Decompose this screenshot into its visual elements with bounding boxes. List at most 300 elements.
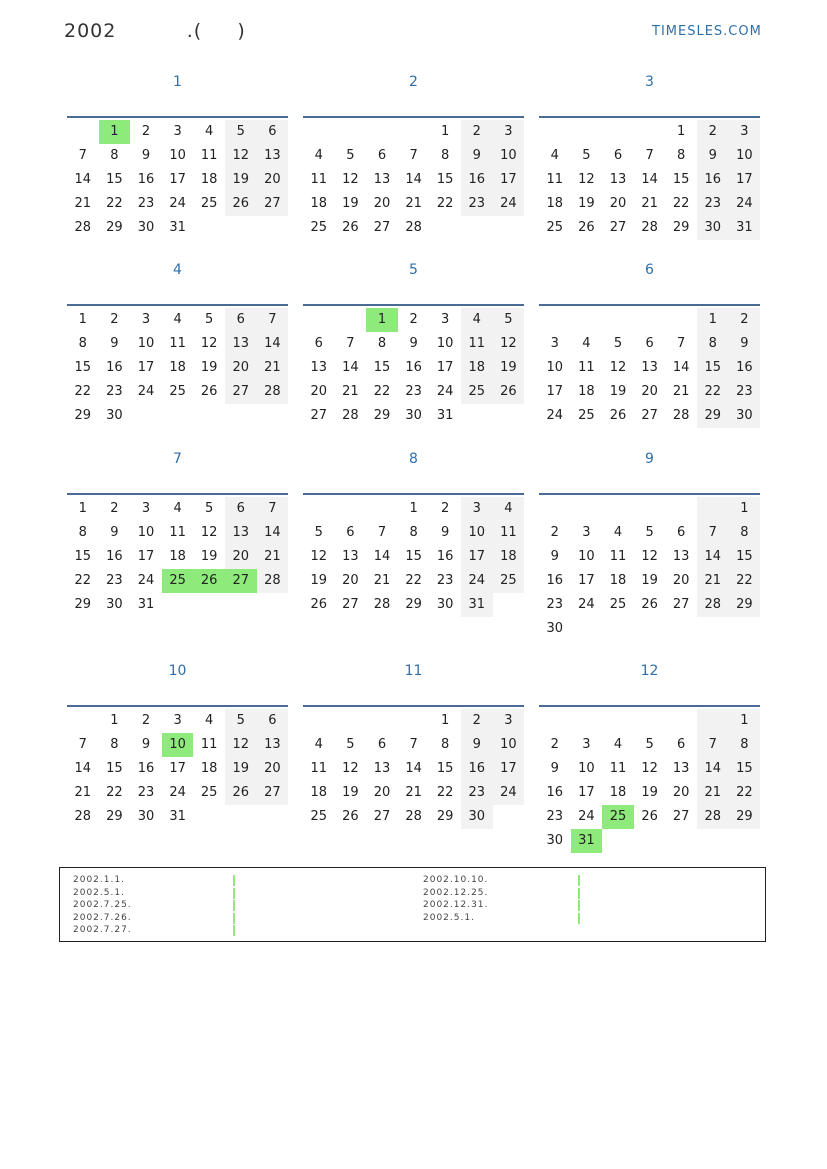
day-cell: 26 (225, 781, 257, 805)
day-cell: 8 (441, 148, 450, 163)
day-cell: 15 (74, 360, 92, 375)
day-cell: 26 (225, 192, 257, 216)
day-cell: 18 (578, 384, 595, 399)
day-cell: 28 (641, 220, 658, 235)
day-cell: 24 (169, 785, 186, 800)
day-cell: 3 (441, 312, 450, 327)
day-cell: 16 (729, 356, 761, 380)
day-cell: 8 (377, 336, 387, 351)
day-cell: 6 (377, 148, 387, 163)
day-cell: 6 (314, 336, 323, 351)
day-cell: 14 (697, 545, 729, 569)
day-cell: 11 (169, 336, 186, 351)
day-cell: 28 (74, 809, 92, 824)
day-cell: 6 (257, 709, 289, 733)
weekend-cell (697, 709, 729, 733)
day-cell: 29 (436, 809, 454, 824)
day-cell: 13 (641, 360, 658, 375)
day-cell: 11 (310, 172, 328, 187)
holiday-marker (233, 888, 235, 899)
day-cell: 18 (169, 549, 186, 564)
day-cell: 9 (550, 549, 559, 564)
day-cell: 7 (346, 336, 355, 351)
day-cell: 21 (405, 785, 422, 800)
day-cell: 27 (609, 220, 627, 235)
month-name: 6 (645, 262, 654, 278)
day-cell: 13 (225, 521, 257, 545)
day-cell: 20 (373, 785, 391, 800)
day-cell: 28 (74, 220, 92, 235)
day-cell: 5 (493, 308, 525, 332)
day-cell: 16 (106, 549, 123, 564)
day-cell: 22 (436, 785, 454, 800)
day-cell: 14 (672, 360, 690, 375)
day-cell: 20 (342, 573, 359, 588)
day-cell: 11 (493, 521, 525, 545)
day-cell: 22 (405, 573, 422, 588)
day-cell: 5 (205, 501, 214, 516)
day-cell: 22 (74, 573, 92, 588)
day-cell: 11 (200, 148, 218, 163)
day-cell: 23 (461, 192, 493, 216)
month-divider (539, 304, 760, 306)
day-cell: 27 (373, 809, 391, 824)
month-name: 9 (645, 451, 654, 467)
day-cell: 20 (641, 384, 658, 399)
day-cell: 1 (78, 501, 87, 516)
day-cell: 4 (493, 497, 525, 521)
day-cell: 19 (578, 196, 595, 211)
day-cell: 26 (193, 569, 225, 593)
day-cell: 13 (672, 549, 690, 564)
legend-date: 2002.7.25. (73, 900, 132, 910)
day-cell: 21 (373, 573, 391, 588)
day-cell: 10 (137, 525, 155, 540)
day-cell: 25 (200, 196, 218, 211)
legend-date: 2002.7.27. (73, 925, 132, 935)
day-cell: 31 (137, 597, 155, 612)
day-cell: 15 (106, 172, 123, 187)
day-cell: 4 (205, 713, 214, 728)
day-cell: 13 (257, 733, 289, 757)
day-cell: 28 (257, 569, 289, 593)
day-cell: 31 (436, 408, 454, 423)
day-cell: 23 (697, 192, 729, 216)
day-cell: 7 (677, 336, 686, 351)
day-cell: 18 (609, 785, 627, 800)
day-cell: 17 (169, 761, 186, 776)
day-cell: 14 (257, 521, 289, 545)
day-cell: 29 (729, 593, 761, 617)
day-cell: 24 (436, 384, 454, 399)
day-cell: 28 (257, 380, 289, 404)
day-cell: 14 (74, 172, 92, 187)
day-cell: 3 (461, 497, 493, 521)
day-cell: 19 (493, 356, 525, 380)
day-cell: 15 (672, 172, 690, 187)
day-cell: 23 (137, 785, 155, 800)
day-cell: 6 (346, 525, 355, 540)
day-cell: 20 (225, 545, 257, 569)
day-cell: 10 (546, 360, 564, 375)
day-cell: 20 (672, 785, 690, 800)
day-cell: 16 (461, 168, 493, 192)
day-cell: 17 (493, 168, 525, 192)
day-cell: 12 (578, 172, 595, 187)
day-cell: 20 (257, 168, 289, 192)
month-name: 3 (645, 74, 654, 90)
day-cell: 26 (609, 408, 627, 423)
day-cell: 30 (546, 621, 564, 636)
day-cell: 2 (409, 312, 418, 327)
day-cell: 8 (409, 525, 418, 540)
day-cell: 23 (461, 781, 493, 805)
day-cell: 22 (672, 196, 690, 211)
day-cell: 24 (493, 781, 525, 805)
day-cell: 3 (582, 525, 591, 540)
day-cell: 6 (677, 737, 686, 752)
day-cell: 15 (729, 757, 761, 781)
day-cell: 13 (225, 332, 257, 356)
day-cell: 15 (106, 761, 123, 776)
day-cell: 31 (461, 593, 493, 617)
day-cell: 30 (729, 404, 761, 428)
day-cell: 19 (609, 384, 627, 399)
month-name: 7 (173, 451, 182, 467)
day-cell: 7 (257, 497, 289, 521)
day-cell: 23 (546, 597, 564, 612)
day-cell: 1 (110, 713, 119, 728)
brand-link[interactable]: TIMESLES.COM (652, 24, 762, 39)
day-cell: 9 (550, 761, 559, 776)
legend-item (73, 887, 132, 900)
day-cell: 29 (373, 408, 391, 423)
day-cell: 9 (141, 737, 151, 752)
day-cell: 29 (106, 809, 123, 824)
day-cell: 24 (493, 192, 525, 216)
day-cell: 28 (672, 408, 690, 423)
day-cell: 10 (137, 336, 155, 351)
day-cell: 18 (310, 196, 328, 211)
day-cell: 31 (169, 220, 186, 235)
day-cell: 21 (257, 356, 289, 380)
day-cell: 24 (169, 196, 186, 211)
day-cell: 3 (550, 336, 559, 351)
day-cell: 13 (257, 144, 289, 168)
day-cell: 5 (314, 525, 323, 540)
day-cell: 7 (78, 148, 87, 163)
day-cell: 1 (99, 120, 131, 144)
day-cell: 9 (697, 144, 729, 168)
legend-item (73, 924, 132, 937)
day-cell: 10 (493, 733, 525, 757)
day-cell: 14 (405, 761, 422, 776)
day-cell: 18 (200, 761, 218, 776)
day-cell: 25 (546, 220, 564, 235)
day-cell: 26 (578, 220, 595, 235)
day-cell: 6 (225, 497, 257, 521)
day-cell: 13 (609, 172, 627, 187)
day-cell: 27 (672, 809, 690, 824)
day-cell: 24 (546, 408, 564, 423)
day-cell: 3 (173, 124, 182, 139)
legend-item (73, 899, 132, 912)
day-cell: 8 (441, 737, 450, 752)
day-cell: 11 (578, 360, 595, 375)
day-cell: 16 (137, 761, 155, 776)
day-cell: 6 (377, 737, 387, 752)
day-cell: 7 (377, 525, 387, 540)
day-cell: 1 (677, 124, 686, 139)
day-cell: 22 (106, 785, 123, 800)
day-cell: 14 (697, 757, 729, 781)
day-cell: 9 (110, 336, 119, 351)
day-cell: 1 (409, 501, 418, 516)
month-divider (303, 705, 524, 707)
legend-item (423, 899, 488, 912)
holiday-marker (578, 888, 580, 899)
day-cell: 5 (205, 312, 214, 327)
day-cell: 8 (110, 148, 119, 163)
day-cell: 2 (550, 525, 559, 540)
day-cell: 12 (342, 172, 359, 187)
day-cell: 10 (729, 144, 761, 168)
month-name: 4 (173, 262, 182, 278)
day-cell: 5 (613, 336, 623, 351)
month-divider (67, 705, 288, 707)
day-cell: 4 (205, 124, 214, 139)
legend-date: 2002.5.1. (73, 887, 125, 898)
day-cell: 18 (546, 196, 564, 211)
day-cell: 13 (672, 761, 690, 776)
day-cell: 1 (78, 312, 87, 327)
day-cell: 3 (493, 120, 525, 144)
day-cell: 19 (225, 168, 257, 192)
day-cell: 15 (436, 761, 454, 776)
day-cell: 31 (169, 809, 186, 824)
day-cell: 21 (257, 545, 289, 569)
day-cell: 12 (200, 336, 218, 351)
month-divider (539, 705, 760, 707)
day-cell: 19 (225, 757, 257, 781)
day-cell: 22 (729, 781, 761, 805)
day-cell: 23 (729, 380, 761, 404)
holiday-marker (233, 925, 235, 936)
day-cell: 15 (436, 172, 454, 187)
day-cell: 17 (546, 384, 564, 399)
day-cell: 6 (677, 525, 686, 540)
day-cell: 27 (641, 408, 658, 423)
day-cell: 6 (613, 148, 623, 163)
day-cell: 26 (342, 220, 359, 235)
day-cell: 23 (137, 196, 155, 211)
day-cell: 9 (461, 733, 493, 757)
day-cell: 4 (314, 737, 323, 752)
day-cell: 16 (405, 360, 422, 375)
day-cell: 30 (461, 805, 493, 829)
day-cell: 14 (641, 172, 658, 187)
day-cell: 8 (697, 332, 729, 356)
day-cell: 30 (697, 216, 729, 240)
day-cell: 29 (672, 220, 690, 235)
day-cell: 4 (582, 336, 591, 351)
day-cell: 27 (257, 192, 289, 216)
day-cell: 2 (141, 124, 151, 139)
day-cell: 25 (162, 569, 194, 593)
day-cell: 18 (461, 356, 493, 380)
month-divider (303, 493, 524, 495)
day-cell: 29 (106, 220, 123, 235)
day-cell: 3 (582, 737, 591, 752)
day-cell: 16 (697, 168, 729, 192)
day-cell: 28 (697, 805, 729, 829)
day-cell: 26 (310, 597, 328, 612)
day-cell: 17 (461, 545, 493, 569)
day-cell: 17 (578, 573, 595, 588)
day-cell: 7 (697, 733, 729, 757)
day-cell: 4 (613, 525, 623, 540)
day-cell: 4 (173, 312, 182, 327)
day-cell: 25 (310, 220, 328, 235)
day-cell: 29 (729, 805, 761, 829)
day-cell: 12 (310, 549, 328, 564)
day-cell: 6 (645, 336, 654, 351)
day-cell: 14 (405, 172, 422, 187)
month-name: 10 (168, 663, 187, 679)
day-cell: 19 (200, 360, 218, 375)
day-cell: 30 (137, 809, 155, 824)
day-cell: 25 (493, 569, 525, 593)
day-cell: 26 (641, 597, 658, 612)
day-cell: 17 (729, 168, 761, 192)
month-name: 8 (409, 451, 418, 467)
day-cell: 14 (257, 332, 289, 356)
day-cell: 5 (225, 120, 257, 144)
legend-column-right (423, 874, 488, 924)
holiday-marker (578, 900, 580, 911)
month-name: 2 (409, 74, 418, 90)
day-cell: 15 (405, 549, 422, 564)
day-cell: 9 (461, 144, 493, 168)
day-cell: 22 (436, 196, 454, 211)
day-cell: 5 (582, 148, 591, 163)
day-cell: 5 (225, 709, 257, 733)
day-cell: 25 (578, 408, 595, 423)
day-cell: 21 (342, 384, 359, 399)
day-cell: 22 (74, 384, 92, 399)
day-cell: 17 (436, 360, 454, 375)
day-cell: 10 (169, 148, 186, 163)
day-cell: 26 (493, 380, 525, 404)
day-cell: 12 (342, 761, 359, 776)
month-name: 11 (404, 663, 423, 679)
day-cell: 21 (641, 196, 658, 211)
day-cell: 21 (74, 196, 92, 211)
day-cell: 1 (441, 713, 450, 728)
day-cell: 26 (641, 809, 658, 824)
day-cell: 18 (609, 573, 627, 588)
day-cell: 16 (106, 360, 123, 375)
day-cell: 29 (697, 404, 729, 428)
day-cell: 28 (405, 809, 422, 824)
day-cell: 18 (310, 785, 328, 800)
day-cell: 12 (225, 733, 257, 757)
day-cell: 28 (373, 597, 391, 612)
day-cell: 19 (342, 196, 359, 211)
holiday-marker (233, 875, 235, 886)
day-cell: 13 (310, 360, 328, 375)
holiday-marker (578, 875, 580, 886)
day-cell: 30 (436, 597, 454, 612)
day-cell: 9 (409, 336, 418, 351)
day-cell: 19 (200, 549, 218, 564)
day-cell: 20 (257, 757, 289, 781)
day-cell: 8 (729, 521, 761, 545)
day-cell: 3 (729, 120, 761, 144)
day-cell: 26 (200, 384, 218, 399)
day-cell: 19 (641, 785, 658, 800)
day-cell: 1 (729, 709, 761, 733)
day-cell: 8 (729, 733, 761, 757)
day-cell: 11 (200, 737, 218, 752)
day-cell: 5 (645, 737, 654, 752)
day-cell: 23 (106, 573, 123, 588)
day-cell: 10 (493, 144, 525, 168)
day-cell: 24 (461, 569, 493, 593)
day-cell: 21 (697, 781, 729, 805)
day-cell: 17 (169, 172, 186, 187)
holiday-legend (59, 867, 766, 942)
day-cell: 18 (493, 545, 525, 569)
day-cell: 3 (173, 713, 182, 728)
day-cell: 25 (169, 384, 186, 399)
day-cell: 12 (641, 761, 658, 776)
day-cell: 30 (106, 408, 123, 423)
day-cell: 22 (373, 384, 391, 399)
day-cell: 6 (225, 308, 257, 332)
day-cell: 27 (257, 781, 289, 805)
day-cell: 7 (409, 737, 418, 752)
day-cell: 25 (461, 380, 493, 404)
day-cell: 12 (225, 144, 257, 168)
page-title: 2002 .( ) (64, 20, 246, 42)
day-cell: 3 (141, 501, 151, 516)
day-cell: 5 (645, 525, 654, 540)
day-cell: 27 (225, 380, 257, 404)
legend-date: 2002.12.31. (423, 900, 489, 910)
day-cell: 23 (546, 809, 564, 824)
day-cell: 29 (405, 597, 422, 612)
day-cell: 2 (461, 120, 493, 144)
holiday-marker (578, 913, 580, 924)
day-cell: 7 (409, 148, 418, 163)
day-cell: 28 (342, 408, 359, 423)
day-cell: 8 (110, 737, 119, 752)
day-cell: 20 (310, 384, 328, 399)
day-cell: 18 (200, 172, 218, 187)
day-cell: 16 (546, 573, 564, 588)
day-cell: 7 (78, 737, 87, 752)
day-cell: 2 (441, 501, 450, 516)
day-cell: 27 (373, 220, 391, 235)
legend-column-left (73, 874, 132, 937)
day-cell: 15 (74, 549, 92, 564)
day-cell: 24 (578, 597, 595, 612)
day-cell: 4 (314, 148, 323, 163)
day-cell: 22 (697, 380, 729, 404)
day-cell: 20 (672, 573, 690, 588)
month-name: 1 (173, 74, 182, 90)
